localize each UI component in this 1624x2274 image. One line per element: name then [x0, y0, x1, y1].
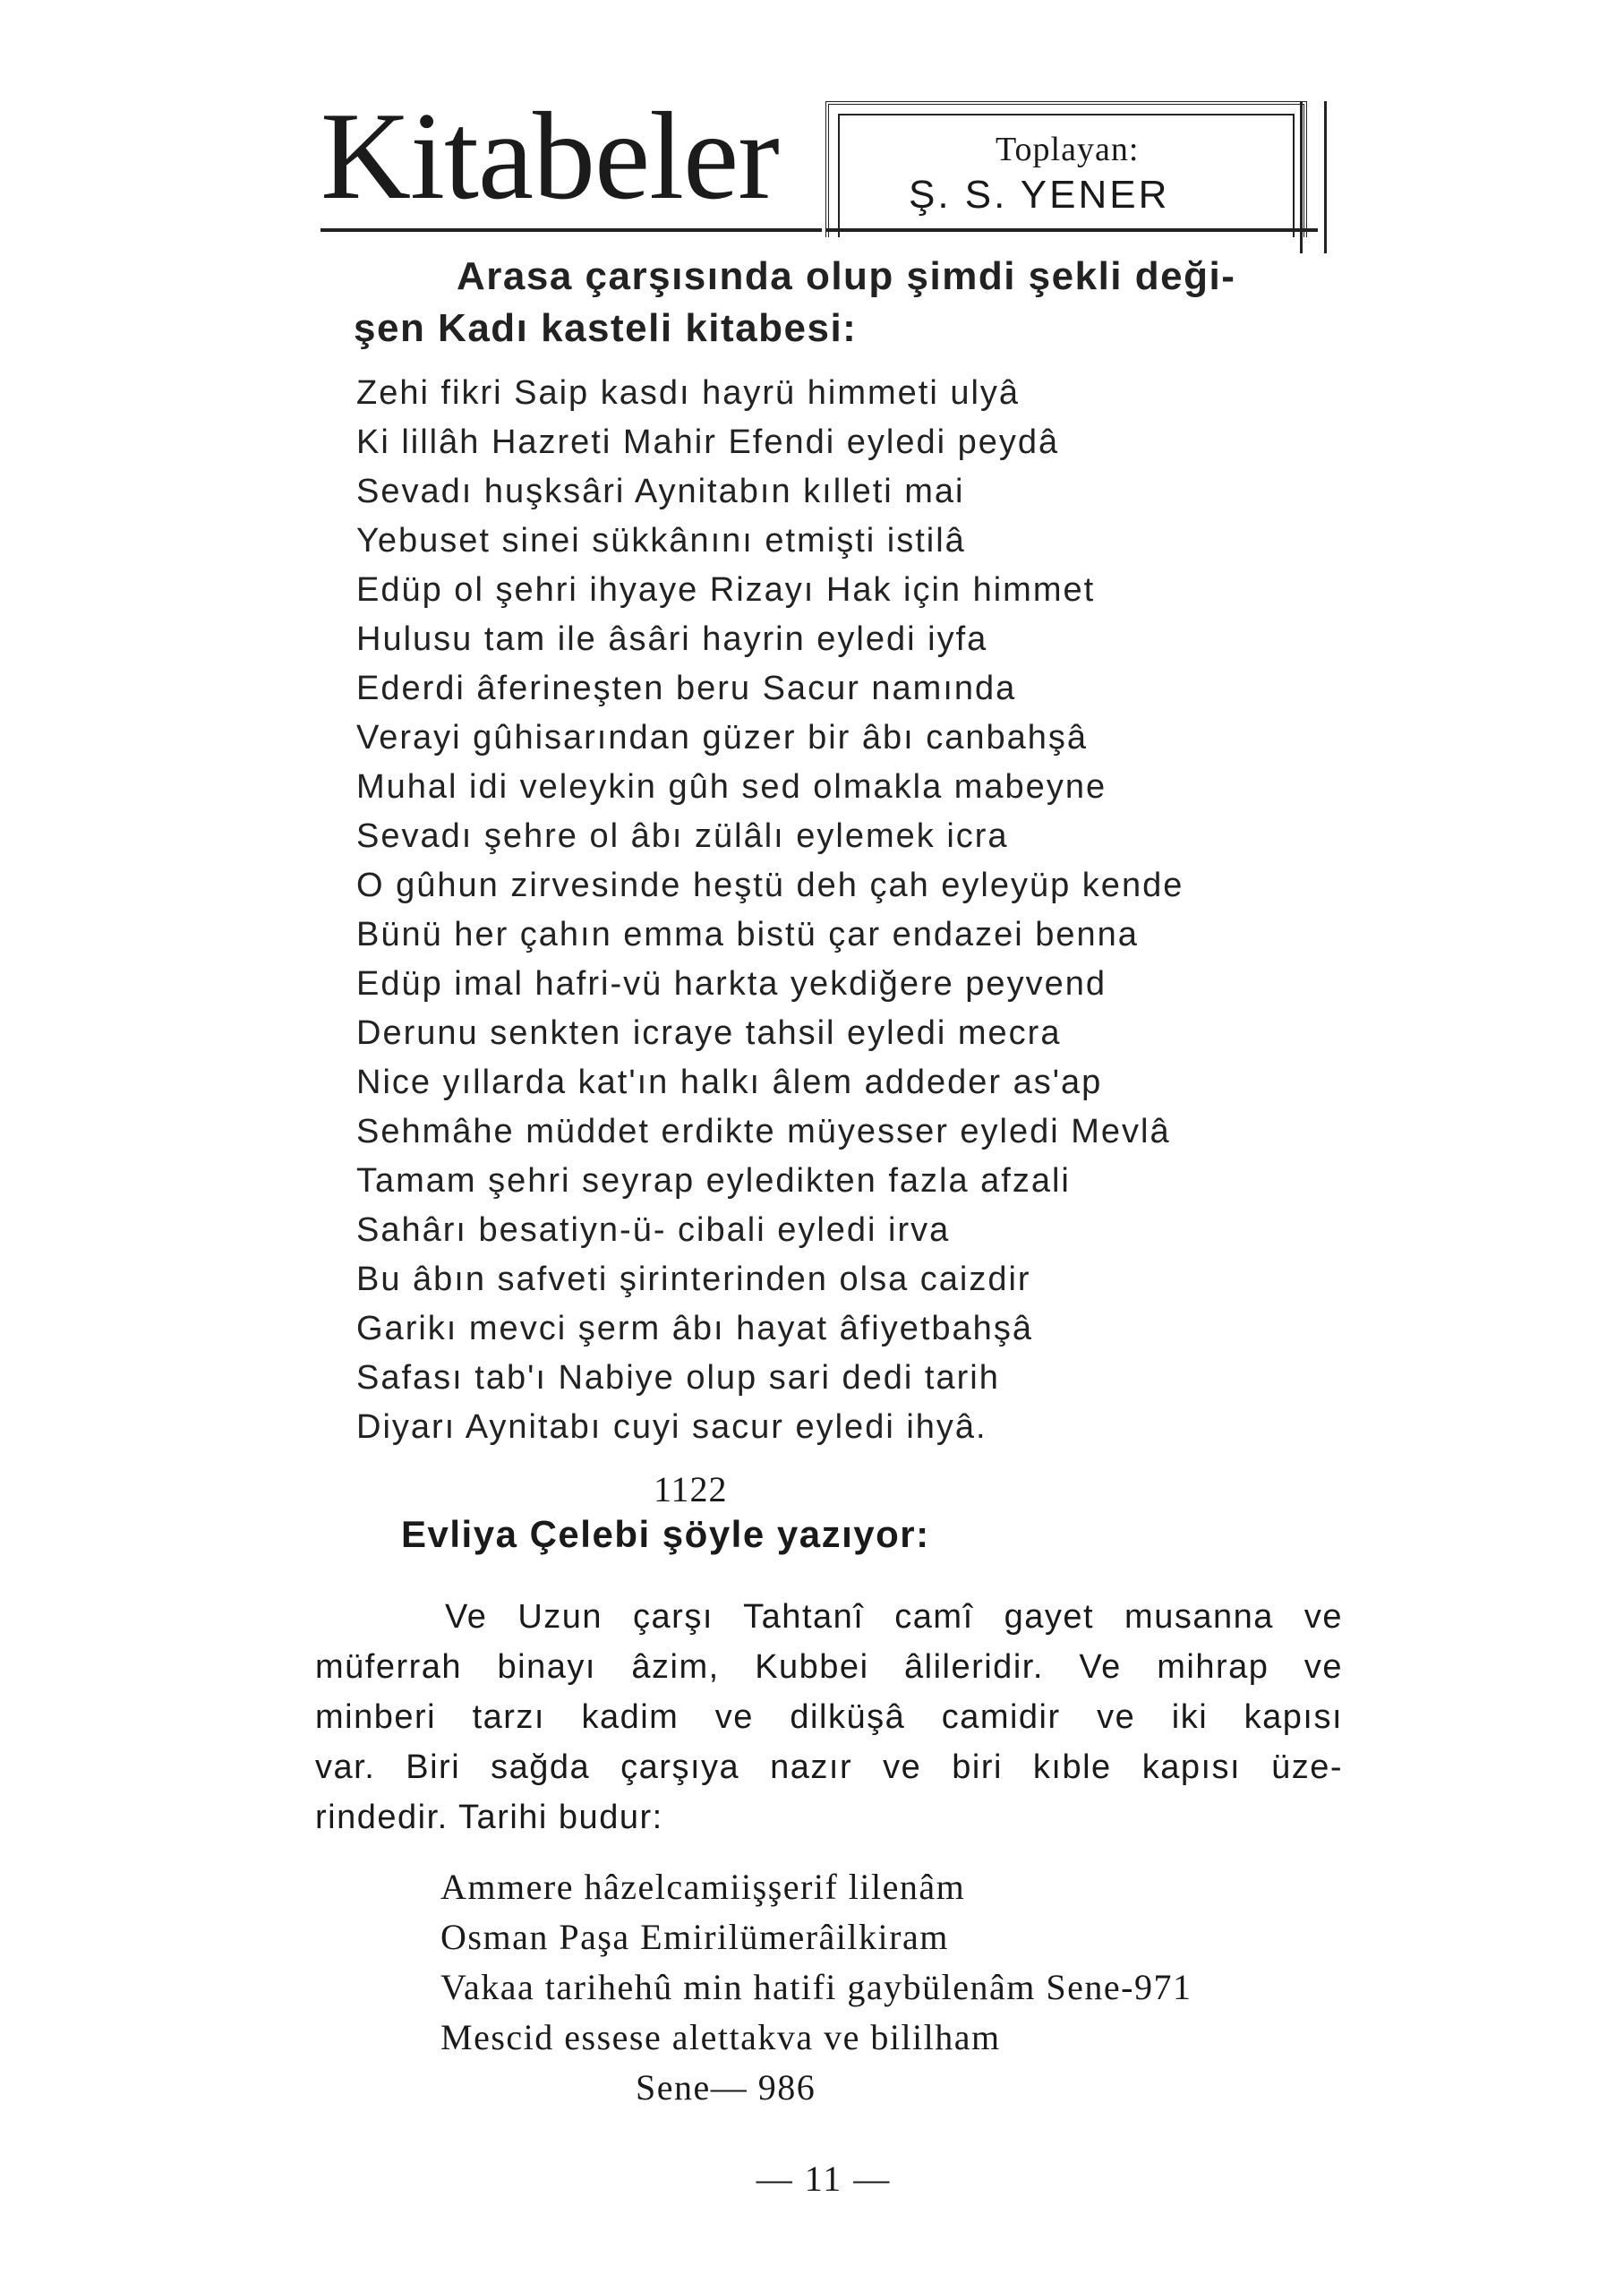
verse-line: Yebuset sinei sükkânını etmişti istilâ [356, 522, 966, 560]
verse-line: Bünü her çahın emma bistü çar endazei benna [356, 916, 1139, 953]
verse-line: Nice yıllarda kat'ın halkı âlem addeder as'ap [356, 1064, 1103, 1101]
verse-line: Sehmâhe müddet erdikte müyesser eyledi Mevlâ [356, 1113, 1171, 1150]
inscription-line: Ammere hâzelcamiişşerif lilenâm [440, 1867, 966, 1907]
evliya-celebi-paragraph [315, 1592, 1343, 1842]
inscription-line: Osman Paşa Emirilümerâilkiram [440, 1917, 949, 1957]
verse-line: Derunu senkten icraye tahsil eyledi mecra [356, 1014, 1062, 1052]
verse-line: Edüp ol şehri ihyaye Rizayı Hak için himmet [356, 571, 1096, 609]
section-heading-kadi-kasteli [354, 251, 1285, 355]
inscription-verse [356, 369, 1341, 1452]
verse-line: Tamam şehri seyrap eyledikten fazla afzali [356, 1162, 1071, 1200]
section-heading-evliya-celebi: Evliya Çelebi şöyle yazıyor: [401, 1513, 930, 1555]
paragraph-line: Ve Uzun çarşı Tahtanî camî gayet musanna ve [445, 1598, 1343, 1636]
verse-line: Muhal idi veleykin gûh sed olmakla mabeyne [356, 768, 1107, 806]
section-heading-line: Arasa çarşısında olup şimdi şekli deği- [457, 254, 1236, 298]
paragraph-line: müferrah binayı âzim, Kubbei âlileridir. Ve mihrap ve [315, 1648, 1343, 1686]
inscription-year-line: Sene— 986 [636, 2067, 816, 2107]
verse-line: Bu âbın safveti şirinterinden olsa caizdir [356, 1261, 1031, 1298]
verse-line: Zehi fikri Saip kasdı hayrü himmeti ulyâ [356, 374, 1021, 412]
paragraph-line: rindedir. Tarihi budur: [315, 1799, 663, 1836]
collector-name: Ş. S. YENER [909, 173, 1170, 217]
inscription-year: 1122 [654, 1469, 728, 1509]
verse-line: O gûhun zirvesinde heştü deh çah eyleyüp kende [356, 867, 1184, 904]
verse-line: Sevadı huşksâri Aynitabın kılleti mai [356, 473, 965, 510]
collector-label: Toplayan: [996, 131, 1140, 168]
inscription-line: Vakaa tarihehû min hatifi gaybülenâm Sene-971 [440, 1967, 1192, 2007]
verse-line: Diyarı Aynitabı cuyi sacur eyledi ihyâ. [356, 1408, 987, 1446]
masthead-rule [321, 228, 822, 232]
verse-line: Garikı mevci şerm âbı hayat âfiyetbahşâ [356, 1310, 1033, 1347]
verse-line: Edüp imal hafri-vü harkta yekdiğere peyvend [356, 965, 1107, 1003]
masthead-title: Kitabeler [321, 87, 779, 226]
verse-line: Ki lillâh Hazreti Mahir Efendi eyledi peydâ [356, 423, 1060, 461]
collector-box-rule [825, 228, 1318, 232]
paragraph-line: var. Biri sağda çarşıya nazır ve biri kıble kapısı üze- [315, 1748, 1343, 1786]
verse-line: Ederdi âferineşten beru Sacur namında [356, 670, 1017, 707]
verse-line: Sevadı şehre ol âbı zülâlı eylemek icra [356, 817, 1009, 855]
paragraph-line: minberi tarzı kadim ve dilküşâ camidir ve iki kapısı [315, 1698, 1343, 1736]
verse-line: Safası tab'ı Nabiye olup sari dedi tarih [356, 1359, 1000, 1397]
mosque-inscription [440, 1862, 1345, 2113]
page-header [313, 85, 1338, 242]
verse-line: Sahârı besatiyn-ü- cibali eyledi irva [356, 1211, 951, 1249]
verse-line: Hulusu tam ile âsâri hayrin eyledi iyfa [356, 620, 988, 658]
section-heading-line: şen Kadı kasteli kitabesi: [354, 306, 858, 350]
inscription-line: Mescid essese alettakva ve bililham [440, 2017, 1001, 2057]
page-number: — 11 — [756, 2159, 892, 2199]
verse-line: Verayi gûhisarından güzer bir âbı canbahşâ [356, 719, 1089, 757]
